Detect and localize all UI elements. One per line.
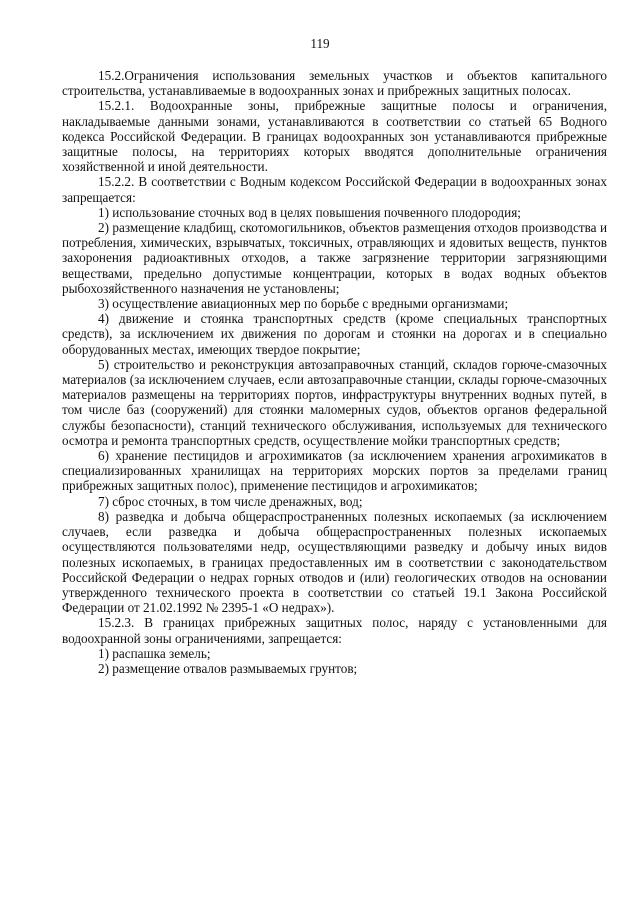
list-item-5: 5) строительство и реконструкция автозаправочных станций, складов горюче-смазочных материалов (за исключением случаев, если автозаправочные станции, склады горюче-смазочных материалов размещены на территориях портов, инфраструктуры внутренних водных путей, в том числе баз (сооружений) для стоянки маломерных судов, объектов органов федеральной службы безопасности), станций технического обслуживания, используемых для технического осмотра и ремонта транспортных средств, осуществление мойки транспортных средств;: [62, 356, 607, 448]
list-item-6: 6) хранение пестицидов и агрохимикатов (за исключением хранения агрохимикатов в специализированных хранилищах на территориях морских портов за пределами границ прибрежных защитных полос), применение пестицидов и агрохимикатов;: [62, 448, 607, 494]
paragraph-section-15-2: 15.2.Ограничения использования земельных участков и объектов капитального строительства, устанавливаемые в водоохранных зонах и прибрежных защитных полосах.: [62, 68, 607, 99]
paragraph-section-15-2-2: 15.2.2. В соответствии с Водным кодексом Российской Федерации в водоохранных зонах запрещается:: [62, 174, 607, 205]
list-item-2: 2) размещение кладбищ, скотомогильников, объектов размещения отходов производства и потребления, химических, взрывчатых, токсичных, отравляющих и ядовитых веществ, пунктов захоронения радиоактивных отходов, а также загрязнение территории загрязняющими веществами, предельно допустимые концентрации, которых в водах водных объектов рыбохозяйственного назначения не установлены;: [62, 220, 607, 296]
list-item-7: 7) сброс сточных, в том числе дренажных, вод;: [98, 493, 363, 509]
page-number: 119: [310, 36, 330, 51]
list-item-1: 1) использование сточных вод в целях повышения почвенного плодородия;: [98, 204, 521, 220]
list-item-4: 4) движение и стоянка транспортных средств (кроме специальных транспортных средств), за исключением их движения по дорогам и стоянки на дорогах и в специально оборудованных местах, имеющих твердое покрытие;: [62, 311, 607, 357]
paragraph-section-15-2-3: 15.2.3. В границах прибрежных защитных полос, наряду с установленными для водоохранной зоны ограничениями, запрещается:: [62, 615, 607, 646]
document-body: [62, 68, 607, 676]
list-item-3: 3) осуществление авиационных мер по борьбе с вредными организмами;: [98, 296, 509, 312]
paragraph-section-15-2-1: 15.2.1. Водоохранные зоны, прибрежные защитные полосы и ограничения, накладываемые данными зонами, устанавливаются в соответствии со статьей 65 Водного кодекса Российской Федерации. В границах водоохранных зон устанавливаются прибрежные защитные полосы, на территориях которых вводятся дополнительные ограничения хозяйственной и иной деятельности.: [62, 98, 607, 175]
list-item-2: 2) размещение отвалов размываемых грунтов;: [98, 660, 358, 676]
list-item-8: 8) разведка и добыча общераспространенных полезных ископаемых (за исключением случаев, если разведка и добыча общераспространенных полезных ископаемых осуществляются пользователями недр, осуществляющими разведку и добычу иных видов полезных ископаемых, в границах предоставленных им в соответствии с законодательством Российской Федерации о недрах горных отводов и (или) геологических отводов на основании утвержденного технического проекта в соответствии со статьей 19.1 Закона Российской Федерации от 21.02.1992 № 2395-1 «О недрах»).: [62, 508, 607, 616]
list-item-1: 1) распашка земель;: [98, 645, 211, 661]
